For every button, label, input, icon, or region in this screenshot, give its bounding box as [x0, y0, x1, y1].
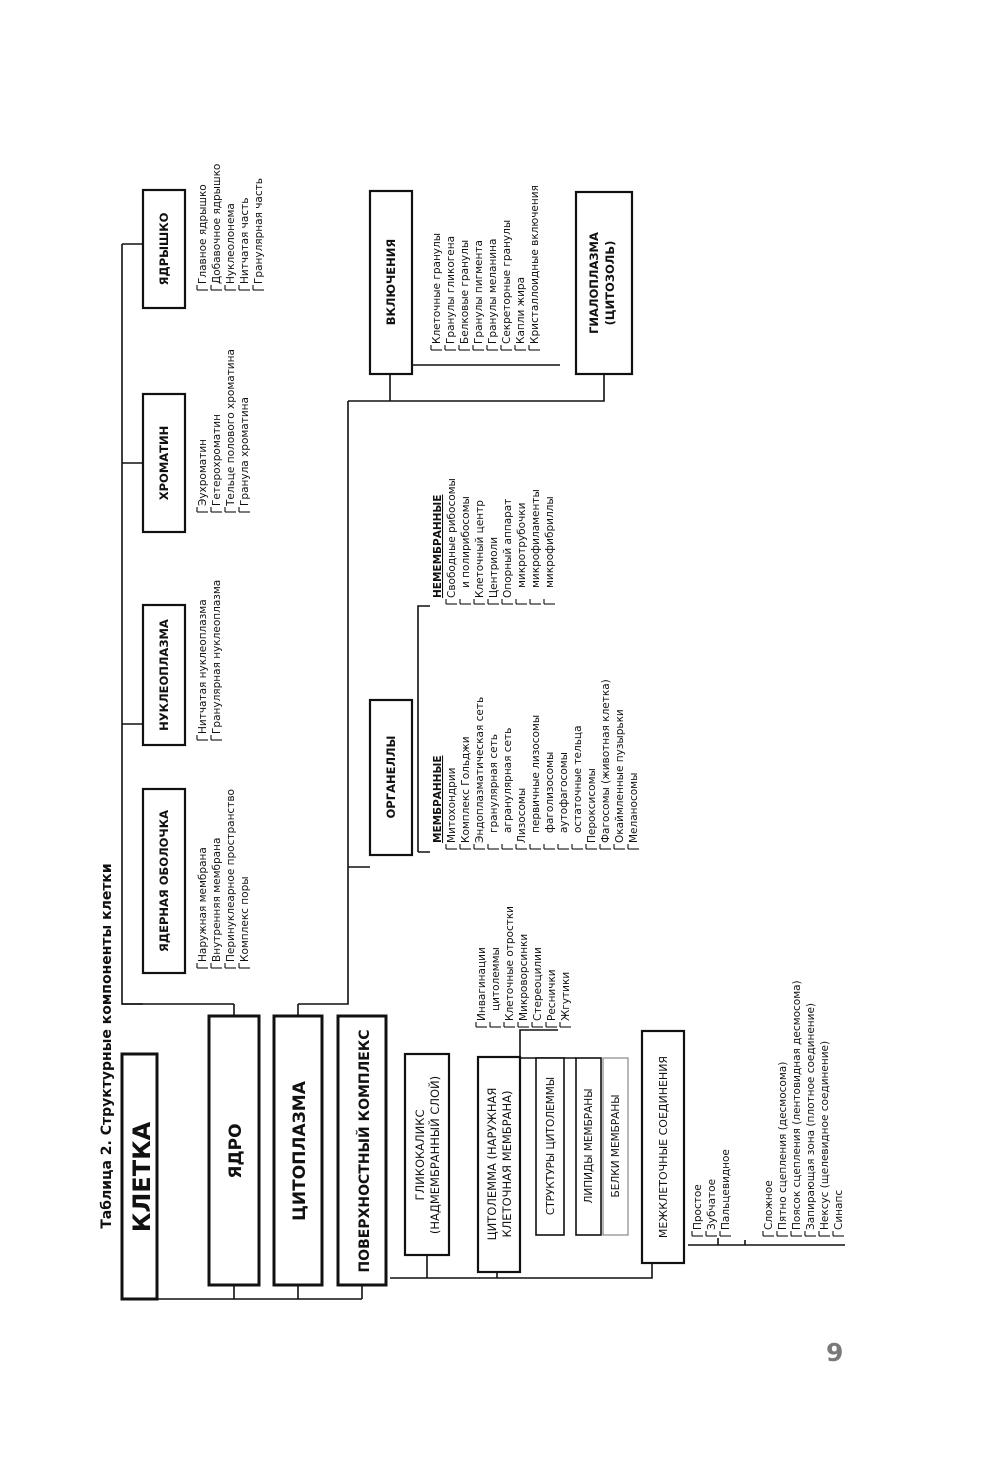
glycocalyx-label-2: (НАДМЕМБРАННЫЙ СЛОЙ) — [428, 1075, 442, 1235]
list-item: Нуклеолонема — [225, 203, 237, 284]
list-item: Простое — [692, 1184, 704, 1230]
list-item: Окаймленные пузырьки — [614, 709, 626, 843]
list-item: Нитчатая нуклеоплазма — [197, 599, 209, 734]
membrane-lipids-label: ЛИПИДЫ МЕМБРАНЫ — [583, 1088, 595, 1204]
list-item: микротрубочки — [516, 502, 528, 588]
list-item: фаголизосомы — [544, 751, 556, 833]
list-item: Комплекс поры — [239, 876, 251, 962]
list-item: Реснички — [546, 969, 558, 1021]
list-item: Тельце полового хроматина — [225, 349, 237, 506]
membrane-proteins-label: БЕЛКИ МЕМБРАНЫ — [610, 1094, 622, 1198]
list-item: Пятно сцепления (десмосома) — [777, 1061, 789, 1230]
membranous-heading: МЕМБРАННЫЕ — [432, 755, 444, 843]
list-item: Эндоплазматическая сеть — [474, 696, 486, 843]
list-item: Жгутики — [560, 971, 572, 1021]
list-item: Перинуклеарное пространство — [225, 789, 237, 962]
inclusions-label: ВКЛЮЧЕНИЯ — [384, 238, 398, 326]
hyaloplasm-label-2: (ЦИТОЗОЛЬ) — [603, 240, 617, 326]
hyaloplasm-label-1: ГИАЛОПЛАЗМА — [587, 232, 601, 334]
list-item: Клеточные гранулы — [431, 232, 443, 344]
list-item: гранулярная сеть — [488, 734, 500, 833]
list-item: Секреторные гранулы — [501, 219, 513, 344]
list-item: Опорный аппарат — [502, 498, 514, 598]
list-item: Сложное — [763, 1180, 775, 1230]
nonmembranous-heading: НЕМЕМБРАННЫЕ — [432, 494, 444, 598]
list-item: Внутренняя мембрана — [211, 837, 223, 962]
list-item: Поясок сцепления (лентовидная десмосома) — [791, 980, 803, 1230]
list-item: Фагосомы (животная клетка) — [600, 679, 612, 843]
list-item: Стереоцилии — [532, 947, 544, 1021]
list-item: Гранулы пигмента — [473, 240, 485, 344]
chromatin-label: ХРОМАТИН — [157, 425, 171, 501]
nuclear-envelope-label: ЯДЕРНАЯ ОБОЛОЧКА — [157, 809, 171, 953]
list-item: аутофагосомы — [558, 752, 570, 833]
list-item: Пальцевидное — [720, 1149, 732, 1230]
cytolemma-label-1: ЦИТОЛЕММА (НАРУЖНАЯ — [485, 1087, 499, 1241]
list-item: агранулярная сеть — [502, 727, 514, 833]
list-item: Синапс — [833, 1189, 845, 1230]
intercellular-junctions-label: МЕЖКЛЕТОЧНЫЕ СОЕДИНЕНИЯ — [657, 1055, 670, 1239]
cell-label: КЛЕТКА — [128, 1121, 156, 1233]
list-item: Гетерохроматин — [211, 414, 223, 506]
list-item: Пероксисомы — [586, 768, 598, 843]
list-item: Гранулы меланина — [487, 238, 499, 344]
list-item: Клеточные отростки — [504, 905, 516, 1021]
list-item: Центриоли — [488, 536, 500, 598]
glycocalyx-label-1: ГЛИКОКАЛИКС — [413, 1109, 427, 1201]
glycocalyx-box — [405, 1054, 449, 1255]
cytolemma-structures-label: СТРУКТУРЫ ЦИТОЛЕММЫ — [545, 1076, 557, 1216]
list-item: Гранулы гликогена — [445, 235, 457, 344]
list-item: Клеточный центр — [474, 500, 486, 598]
surface-complex-label: ПОВЕРХНОСТНЫЙ КОМПЛЕКС — [357, 1029, 373, 1273]
list-item: остаточные тельца — [572, 725, 584, 833]
list-item: Белковые гранулы — [459, 239, 471, 344]
list-item: цитолеммы — [490, 947, 502, 1011]
list-item: Гранула хроматина — [239, 397, 251, 506]
nucleoplasm-label: НУКЛЕОПЛАЗМА — [157, 619, 171, 731]
list-item: Гранулярная нуклеоплазма — [211, 579, 223, 734]
list-item: Зубчатое — [706, 1178, 718, 1230]
list-item: Главное ядрышко — [197, 184, 209, 284]
list-item: и полирибосомы — [460, 496, 472, 588]
page-title: Таблица 2. Структурные компоненты клетки — [99, 863, 115, 1229]
list-item: Меланосомы — [628, 772, 640, 843]
list-item: Эухроматин — [197, 438, 209, 506]
list-item: Гранулярная часть — [253, 178, 265, 284]
list-item: микрофиламенты — [530, 489, 542, 588]
list-item: Инвагинации — [476, 947, 488, 1021]
cytolemma-label-2: КЛЕТОЧНАЯ МЕМБРАНА) — [500, 1090, 514, 1238]
organelles-label: ОРГАНЕЛЛЫ — [384, 735, 398, 819]
list-item: микрофибриллы — [544, 496, 556, 588]
page-number: 9 — [826, 1338, 844, 1367]
list-item: Капли жира — [515, 276, 527, 344]
list-item: Микроворсинки — [518, 933, 530, 1021]
list-item: Нексус (щелевидное соединение) — [819, 1040, 831, 1230]
nucleolus-label: ЯДРЫШКО — [157, 212, 171, 286]
list-item: Нитчатая часть — [239, 197, 251, 284]
list-item: Свободные рибосомы — [446, 478, 458, 598]
list-item: Наружная мембрана — [197, 847, 209, 962]
list-item: первичные лизосомы — [530, 714, 542, 833]
list-item: Лизосомы — [516, 787, 528, 843]
list-item: Добавочное ядрышко — [211, 163, 223, 284]
list-item: Комплекс Гольджи — [460, 736, 472, 843]
list-item: Запирающая зона (плотное соединение) — [805, 1002, 817, 1230]
nucleus-label: ЯДРО — [226, 1123, 246, 1179]
cytoplasm-label: ЦИТОПЛАЗМА — [290, 1081, 310, 1221]
list-item: Кристаллоидные включения — [529, 185, 541, 344]
list-item: Митохондрии — [446, 767, 458, 843]
